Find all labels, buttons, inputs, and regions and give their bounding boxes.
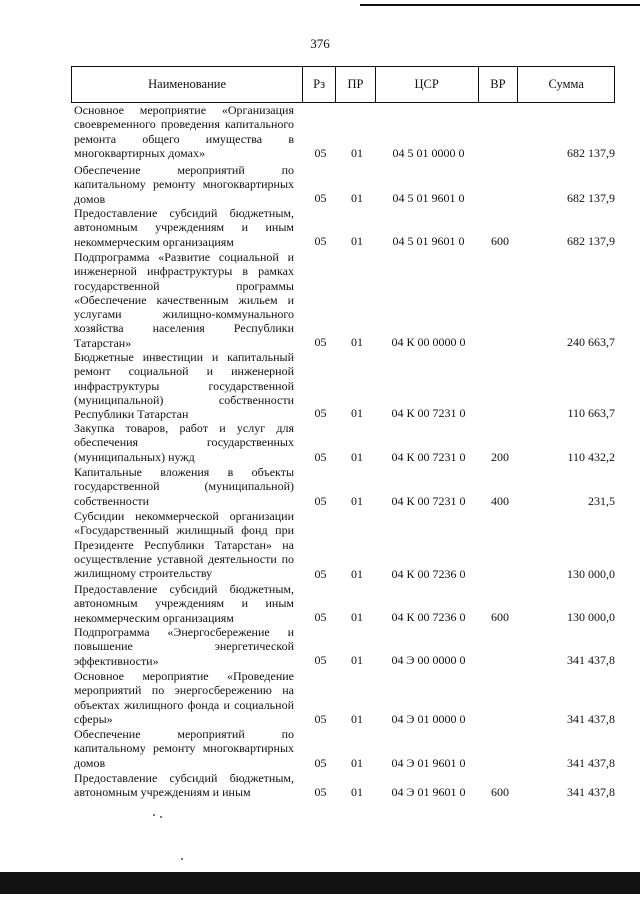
row-sum: 130 000,0	[567, 567, 615, 581]
row-name: Закупка товаров, работ и услуг для обеспечения государственных (муниципальных) нужд	[74, 421, 294, 464]
row-rz: 05	[314, 785, 327, 799]
row-csr: 04 К 00 7231 0	[391, 450, 466, 464]
row-sum: 682 137,9	[567, 234, 615, 248]
scan-speck	[153, 814, 155, 816]
table-row	[0, 206, 640, 248]
row-rz: 05	[314, 406, 327, 420]
row-pr: 01	[351, 406, 363, 420]
page-number: 376	[310, 36, 330, 51]
row-vr: 600	[491, 234, 509, 248]
row-sum: 130 000,0	[567, 610, 615, 624]
row-sum: 341 437,8	[567, 756, 615, 770]
row-rz: 05	[314, 146, 327, 160]
row-sum: 110 663,7	[567, 406, 615, 420]
row-name: Подпрограмма «Энергосбережение и повышение энергетической эффективности»	[74, 625, 294, 668]
row-name: Бюджетные инвестиции и капитальный ремонт социальной и инженерной инфраструктуры государственной (муниципальной) собственности Республики Татарстан	[74, 350, 294, 422]
row-rz: 05	[314, 335, 327, 349]
scan-speck	[181, 858, 183, 860]
row-csr: 04 Э 01 9601 0	[391, 785, 466, 799]
table-row	[0, 350, 640, 420]
table-row	[0, 582, 640, 624]
row-pr: 01	[351, 494, 363, 508]
row-csr: 04 5 01 9601 0	[392, 191, 465, 205]
table-row	[0, 250, 640, 349]
row-name: Основное мероприятие «Организация своевременного проведения капитального ремонта общего имущества в многоквартирных домах»	[74, 103, 294, 160]
header-rz: Рз	[303, 67, 336, 102]
row-pr: 01	[351, 712, 363, 726]
row-csr: 04 5 01 0000 0	[392, 146, 465, 160]
row-name: Предоставление субсидий бюджетным, автономным учреждениям и иным некоммерческим организациям	[74, 582, 294, 625]
row-csr: 04 Э 01 0000 0	[391, 712, 466, 726]
row-sum: 240 663,7	[567, 335, 615, 349]
scan-speck	[160, 816, 162, 818]
row-name: Предоставление субсидий бюджетным, автономным учреждениям и иным	[74, 771, 294, 800]
row-pr: 01	[351, 146, 363, 160]
row-pr: 01	[351, 756, 363, 770]
row-pr: 01	[351, 450, 363, 464]
header-name: Наименование	[72, 67, 303, 102]
bottom-scan-band	[0, 872, 640, 894]
row-rz: 05	[314, 756, 327, 770]
table-row	[0, 421, 640, 464]
row-sum: 682 137,9	[567, 146, 615, 160]
row-name: Обеспечение мероприятий по капитальному ремонту многоквартирных домов	[74, 163, 294, 206]
row-name: Субсидии некоммерческой организации «Государственный жилищный фонд при Президенте Республики Татарстан» на осуществление уставной деятельности по жилищному строительству	[74, 509, 294, 581]
row-sum: 341 437,8	[567, 653, 615, 667]
row-name: Основное мероприятие «Проведение мероприятий по энергосбережению на объектах жилищного фонда и социальной сферы»	[74, 669, 294, 726]
row-rz: 05	[314, 234, 327, 248]
row-name: Предоставление субсидий бюджетным, автономным учреждениям и иным некоммерческим организациям	[74, 206, 294, 249]
row-rz: 05	[314, 450, 327, 464]
row-name: Подпрограмма «Развитие социальной и инженерной инфраструктуры в рамках государственной программы «Обеспечение качественным жильем и услугами жилищно-коммунального хозяйства населения Республики Татарстан»	[74, 250, 294, 350]
table-row	[0, 771, 640, 799]
row-sum: 231,5	[588, 494, 615, 508]
row-vr: 200	[491, 450, 509, 464]
row-csr: 04 К 00 7236 0	[391, 610, 466, 624]
row-csr: 04 К 00 7236 0	[391, 567, 466, 581]
row-csr: 04 К 00 7231 0	[391, 494, 466, 508]
row-pr: 01	[351, 191, 363, 205]
table-row	[0, 625, 640, 667]
header-vr: ВР	[479, 67, 519, 102]
row-rz: 05	[314, 712, 327, 726]
row-name: Обеспечение мероприятий по капитальному ремонту многоквартирных домов	[74, 727, 294, 770]
table-row	[0, 103, 640, 160]
row-pr: 01	[351, 785, 363, 799]
row-vr: 400	[491, 494, 509, 508]
row-rz: 05	[314, 610, 327, 624]
table-row	[0, 163, 640, 205]
row-pr: 01	[351, 335, 363, 349]
table-row	[0, 465, 640, 508]
row-sum: 341 437,8	[567, 785, 615, 799]
row-vr: 600	[491, 785, 509, 799]
row-rz: 05	[314, 653, 327, 667]
header-pr: ПР	[336, 67, 376, 102]
row-pr: 01	[351, 567, 363, 581]
row-rz: 05	[314, 567, 327, 581]
row-pr: 01	[351, 653, 363, 667]
row-sum: 682 137,9	[567, 191, 615, 205]
row-vr: 600	[491, 610, 509, 624]
table-row	[0, 669, 640, 726]
row-rz: 05	[314, 494, 327, 508]
header-csr: ЦСР	[376, 67, 479, 102]
row-csr: 04 К 00 0000 0	[391, 335, 466, 349]
table-row	[0, 727, 640, 770]
row-csr: 04 5 01 9601 0	[392, 234, 465, 248]
row-csr: 04 Э 01 9601 0	[391, 756, 466, 770]
row-sum: 341 437,8	[567, 712, 615, 726]
table-row	[0, 509, 640, 581]
row-name: Капитальные вложения в объекты государственной (муниципальной) собственности	[74, 465, 294, 508]
row-csr: 04 К 00 7231 0	[391, 406, 466, 420]
row-csr: 04 Э 00 0000 0	[391, 653, 466, 667]
header-sum: Сумма	[548, 77, 584, 91]
row-rz: 05	[314, 191, 327, 205]
row-pr: 01	[351, 234, 363, 248]
row-pr: 01	[351, 610, 363, 624]
row-sum: 110 432,2	[567, 450, 615, 464]
